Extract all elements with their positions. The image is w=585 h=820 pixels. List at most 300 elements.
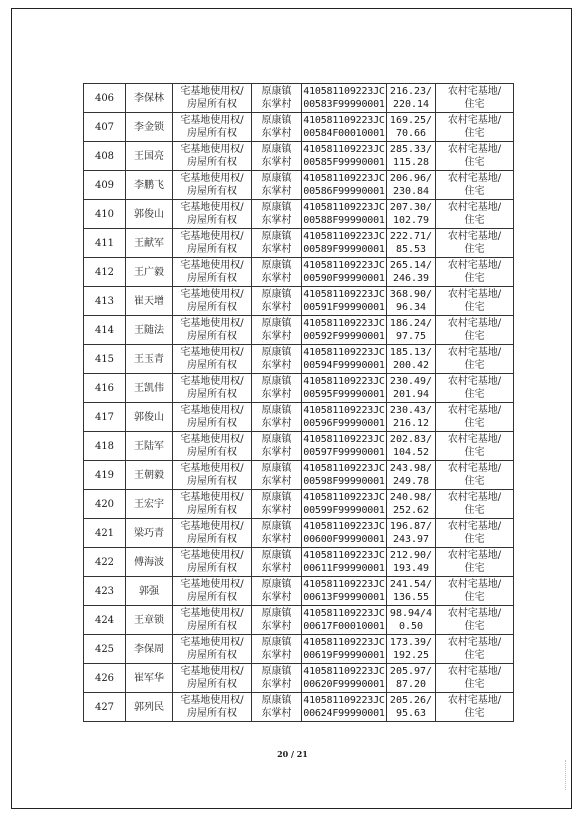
row-number-cell [84, 345, 126, 374]
land-use-text: 住宅 [464, 679, 485, 690]
location-text: 原康镇 [261, 376, 292, 387]
owner-name-text: 崔天增 [134, 295, 164, 307]
row-number-text: 408 [94, 150, 115, 162]
owner-name-cell [126, 374, 173, 403]
area-cell [387, 171, 436, 200]
row-number-text: 410 [94, 208, 115, 220]
area-cell [387, 316, 436, 345]
unit-code-text: 410581109223JC [303, 463, 385, 474]
location-text: 原康镇 [261, 260, 292, 271]
location-text: 东掌村 [261, 679, 292, 690]
area-cell [387, 635, 436, 664]
right-type-cell [173, 432, 252, 461]
unit-code-cell [302, 374, 387, 403]
unit-code-cell [302, 548, 387, 577]
location-text: 原康镇 [261, 579, 292, 590]
right-type-text: 宅基地使用权/ [180, 260, 244, 271]
area-cell [387, 606, 436, 635]
table-row [84, 519, 514, 548]
area-text: 212.90/ [389, 550, 433, 561]
owner-name-cell [126, 432, 173, 461]
owner-name-cell [126, 345, 173, 374]
area-cell [387, 345, 436, 374]
owner-name-text: 王随法 [134, 324, 164, 336]
right-type-text: 宅基地使用权/ [180, 376, 244, 387]
row-number-cell [84, 606, 126, 635]
land-use-text: 农村宅基地/ [447, 637, 502, 648]
row-number-text: 406 [94, 92, 115, 104]
row-number-text: 426 [94, 672, 115, 684]
table-row [84, 258, 514, 287]
location-text: 原康镇 [261, 463, 292, 474]
land-use-cell [436, 142, 514, 171]
location-cell [252, 374, 302, 403]
page-number: 20 / 21 [277, 749, 308, 759]
right-type-text: 宅基地使用权/ [180, 608, 244, 619]
land-use-text: 农村宅基地/ [447, 115, 502, 126]
table-row [84, 461, 514, 490]
owner-name-text: 王宏宇 [134, 498, 164, 510]
unit-code-cell [302, 490, 387, 519]
area-text: 115.28 [392, 157, 430, 168]
row-number-text: 416 [94, 382, 115, 394]
table-row [84, 606, 514, 635]
right-type-cell [173, 519, 252, 548]
area-cell [387, 258, 436, 287]
right-type-cell [173, 374, 252, 403]
area-text: 230.84 [392, 186, 430, 197]
unit-code-text: 410581109223JC [303, 289, 385, 300]
location-text: 原康镇 [261, 608, 292, 619]
land-use-text: 住宅 [464, 505, 485, 516]
location-cell [252, 113, 302, 142]
area-text: 206.96/ [389, 173, 433, 184]
location-text: 东掌村 [261, 505, 292, 516]
row-number-cell [84, 490, 126, 519]
land-use-text: 农村宅基地/ [447, 347, 502, 358]
right-type-cell [173, 577, 252, 606]
land-use-text: 住宅 [464, 215, 485, 226]
owner-name-text: 王广毅 [134, 266, 164, 278]
area-text: 368.90/ [389, 289, 433, 300]
unit-code-cell [302, 142, 387, 171]
land-use-text: 农村宅基地/ [447, 231, 502, 242]
location-text: 原康镇 [261, 492, 292, 503]
location-text: 原康镇 [261, 318, 292, 329]
area-text: 104.52 [392, 447, 430, 458]
owner-name-text: 郭俊山 [134, 411, 164, 423]
location-cell [252, 258, 302, 287]
land-use-cell [436, 577, 514, 606]
area-text: 201.94 [392, 389, 430, 400]
owner-name-cell [126, 229, 173, 258]
row-number-cell [84, 113, 126, 142]
area-text: 249.78 [392, 476, 430, 487]
owner-name-cell [126, 519, 173, 548]
row-number-text: 415 [94, 353, 115, 365]
owner-name-text: 崔军华 [134, 672, 164, 684]
location-text: 东掌村 [261, 244, 292, 255]
owner-name-text: 郭俊山 [134, 208, 164, 220]
land-use-text: 农村宅基地/ [447, 434, 502, 445]
owner-name-text: 李鹏飞 [134, 179, 164, 191]
unit-code-text: 410581109223JC [303, 405, 385, 416]
right-type-text: 宅基地使用权/ [180, 550, 244, 561]
land-use-text: 住宅 [464, 302, 485, 313]
row-number-cell [84, 316, 126, 345]
row-number-text: 424 [94, 614, 115, 626]
land-use-text: 住宅 [464, 418, 485, 429]
row-number-cell [84, 635, 126, 664]
land-use-cell [436, 519, 514, 548]
table-row [84, 635, 514, 664]
land-use-text: 农村宅基地/ [447, 202, 502, 213]
land-use-text: 农村宅基地/ [447, 260, 502, 271]
right-type-text: 宅基地使用权/ [180, 144, 244, 155]
owner-name-cell [126, 461, 173, 490]
unit-code-text: 410581109223JC [303, 115, 385, 126]
land-use-cell [436, 84, 514, 113]
location-text: 原康镇 [261, 289, 292, 300]
area-cell [387, 693, 436, 722]
owner-name-text: 李金锁 [134, 121, 164, 133]
row-number-text: 414 [94, 324, 115, 336]
area-cell [387, 432, 436, 461]
row-number-text: 409 [94, 179, 115, 191]
row-number-cell [84, 142, 126, 171]
right-type-cell [173, 229, 252, 258]
unit-code-text: 410581109223JC [303, 347, 385, 358]
table-row [84, 345, 514, 374]
right-type-text: 房屋所有权 [187, 273, 237, 284]
unit-code-cell [302, 84, 387, 113]
area-text: 205.97/ [389, 666, 433, 677]
right-type-cell [173, 606, 252, 635]
land-use-text: 农村宅基地/ [447, 144, 502, 155]
location-text: 东掌村 [261, 476, 292, 487]
table-row [84, 200, 514, 229]
location-cell [252, 171, 302, 200]
unit-code-text: 00586F99990001 [303, 186, 385, 197]
area-cell [387, 200, 436, 229]
location-cell [252, 316, 302, 345]
row-number-cell [84, 577, 126, 606]
unit-code-text: 410581109223JC [303, 260, 385, 271]
unit-code-cell [302, 461, 387, 490]
location-text: 东掌村 [261, 99, 292, 110]
area-text: 173.39/ [389, 637, 433, 648]
right-type-cell [173, 258, 252, 287]
row-number-text: 419 [94, 469, 115, 481]
right-type-text: 宅基地使用权/ [180, 434, 244, 445]
unit-code-cell [302, 258, 387, 287]
row-number-cell [84, 461, 126, 490]
right-type-text: 宅基地使用权/ [180, 231, 244, 242]
land-use-cell [436, 200, 514, 229]
location-cell [252, 461, 302, 490]
land-use-text: 农村宅基地/ [447, 695, 502, 706]
unit-code-text: 00617F00010001 [303, 621, 385, 632]
area-text: 243.98/ [389, 463, 433, 474]
row-number-text: 413 [94, 295, 115, 307]
owner-name-text: 王陆军 [134, 440, 164, 452]
owner-name-cell [126, 258, 173, 287]
location-text: 东掌村 [261, 621, 292, 632]
table-row [84, 84, 514, 113]
location-text: 东掌村 [261, 650, 292, 661]
unit-code-cell [302, 316, 387, 345]
location-text: 原康镇 [261, 144, 292, 155]
right-type-text: 房屋所有权 [187, 389, 237, 400]
owner-name-text: 王章锁 [134, 614, 164, 626]
location-text: 原康镇 [261, 202, 292, 213]
row-number-text: 418 [94, 440, 115, 452]
area-text: 102.79 [392, 215, 430, 226]
area-text: 96.34 [395, 302, 427, 313]
right-type-text: 宅基地使用权/ [180, 173, 244, 184]
row-number-cell [84, 200, 126, 229]
right-type-text: 房屋所有权 [187, 650, 237, 661]
owner-name-text: 李保周 [134, 643, 164, 655]
unit-code-text: 00620F99990001 [303, 679, 385, 690]
right-type-text: 房屋所有权 [187, 505, 237, 516]
area-text: 186.24/ [389, 318, 433, 329]
land-use-text: 农村宅基地/ [447, 550, 502, 561]
right-type-text: 宅基地使用权/ [180, 637, 244, 648]
land-use-text: 住宅 [464, 360, 485, 371]
right-type-text: 房屋所有权 [187, 563, 237, 574]
land-use-text: 农村宅基地/ [447, 492, 502, 503]
area-text: 230.43/ [389, 405, 433, 416]
land-use-text: 住宅 [464, 244, 485, 255]
land-use-cell [436, 113, 514, 142]
location-text: 原康镇 [261, 173, 292, 184]
right-type-text: 宅基地使用权/ [180, 579, 244, 590]
right-type-text: 宅基地使用权/ [180, 115, 244, 126]
land-use-text: 农村宅基地/ [447, 289, 502, 300]
right-type-text: 房屋所有权 [187, 215, 237, 226]
right-type-cell [173, 403, 252, 432]
right-type-text: 房屋所有权 [187, 244, 237, 255]
right-type-cell [173, 693, 252, 722]
owner-name-text: 郭强 [139, 585, 159, 597]
right-type-text: 宅基地使用权/ [180, 202, 244, 213]
row-number-cell [84, 229, 126, 258]
right-type-cell [173, 171, 252, 200]
unit-code-text: 00619F99990001 [303, 650, 385, 661]
area-text: 252.62 [392, 505, 430, 516]
land-use-text: 住宅 [464, 650, 485, 661]
owner-name-text: 王朝毅 [134, 469, 164, 481]
unit-code-text: 410581109223JC [303, 550, 385, 561]
owner-name-cell [126, 142, 173, 171]
land-use-text: 住宅 [464, 273, 485, 284]
owner-name-cell [126, 287, 173, 316]
unit-code-text: 00595F99990001 [303, 389, 385, 400]
area-text: 241.54/ [389, 579, 433, 590]
table-row [84, 316, 514, 345]
unit-code-cell [302, 229, 387, 258]
land-use-text: 农村宅基地/ [447, 86, 502, 97]
owner-name-cell [126, 577, 173, 606]
right-type-text: 房屋所有权 [187, 128, 237, 139]
land-use-cell [436, 635, 514, 664]
owner-name-cell [126, 664, 173, 693]
area-text: 243.97 [392, 534, 430, 545]
row-number-cell [84, 664, 126, 693]
area-text: 246.39 [392, 273, 430, 284]
land-use-text: 住宅 [464, 476, 485, 487]
area-text: 70.66 [395, 128, 427, 139]
right-type-text: 房屋所有权 [187, 621, 237, 632]
area-text: 200.42 [392, 360, 430, 371]
right-type-cell [173, 113, 252, 142]
row-number-text: 421 [94, 527, 115, 539]
row-number-cell [84, 519, 126, 548]
location-text: 原康镇 [261, 405, 292, 416]
area-cell [387, 403, 436, 432]
right-type-cell [173, 287, 252, 316]
location-cell [252, 606, 302, 635]
area-cell [387, 142, 436, 171]
owner-name-cell [126, 548, 173, 577]
unit-code-text: 410581109223JC [303, 318, 385, 329]
table-row [84, 577, 514, 606]
area-text: 193.49 [392, 563, 430, 574]
location-text: 原康镇 [261, 637, 292, 648]
row-number-text: 427 [94, 701, 115, 713]
owner-name-cell [126, 171, 173, 200]
area-text: 85.53 [395, 244, 427, 255]
location-cell [252, 635, 302, 664]
right-type-text: 宅基地使用权/ [180, 86, 244, 97]
location-cell [252, 693, 302, 722]
location-text: 原康镇 [261, 434, 292, 445]
owner-name-cell [126, 403, 173, 432]
area-cell [387, 374, 436, 403]
location-cell [252, 548, 302, 577]
right-type-text: 房屋所有权 [187, 360, 237, 371]
land-use-text: 住宅 [464, 389, 485, 400]
unit-code-cell [302, 345, 387, 374]
location-text: 东掌村 [261, 128, 292, 139]
right-type-text: 房屋所有权 [187, 476, 237, 487]
right-type-text: 宅基地使用权/ [180, 289, 244, 300]
land-use-text: 住宅 [464, 447, 485, 458]
location-cell [252, 490, 302, 519]
unit-code-text: 00599F99990001 [303, 505, 385, 516]
right-type-text: 房屋所有权 [187, 302, 237, 313]
location-cell [252, 287, 302, 316]
area-cell [387, 229, 436, 258]
area-cell [387, 490, 436, 519]
location-text: 东掌村 [261, 563, 292, 574]
unit-code-text: 00592F99990001 [303, 331, 385, 342]
owner-name-cell [126, 606, 173, 635]
area-text: 265.14/ [389, 260, 433, 271]
unit-code-text: 410581109223JC [303, 144, 385, 155]
area-text: 0.50 [398, 621, 424, 632]
area-cell [387, 577, 436, 606]
scan-artifact [565, 760, 569, 790]
area-text: 220.14 [392, 99, 430, 110]
unit-code-text: 410581109223JC [303, 608, 385, 619]
unit-code-cell [302, 200, 387, 229]
location-text: 东掌村 [261, 418, 292, 429]
right-type-text: 宅基地使用权/ [180, 695, 244, 706]
unit-code-cell [302, 693, 387, 722]
right-type-cell [173, 200, 252, 229]
land-use-cell [436, 548, 514, 577]
land-use-text: 农村宅基地/ [447, 405, 502, 416]
right-type-cell [173, 84, 252, 113]
right-type-text: 房屋所有权 [187, 679, 237, 690]
land-use-cell [436, 490, 514, 519]
land-use-text: 农村宅基地/ [447, 521, 502, 532]
right-type-text: 房屋所有权 [187, 592, 237, 603]
unit-code-cell [302, 403, 387, 432]
land-use-cell [436, 171, 514, 200]
row-number-cell [84, 84, 126, 113]
area-text: 196.87/ [389, 521, 433, 532]
right-type-text: 宅基地使用权/ [180, 318, 244, 329]
area-text: 205.26/ [389, 695, 433, 706]
location-text: 原康镇 [261, 521, 292, 532]
location-cell [252, 200, 302, 229]
owner-name-cell [126, 490, 173, 519]
unit-code-text: 410581109223JC [303, 376, 385, 387]
right-type-text: 房屋所有权 [187, 708, 237, 719]
table-row [84, 229, 514, 258]
right-type-text: 房屋所有权 [187, 157, 237, 168]
location-cell [252, 142, 302, 171]
owner-name-cell [126, 200, 173, 229]
land-use-text: 住宅 [464, 621, 485, 632]
right-type-text: 房屋所有权 [187, 534, 237, 545]
location-text: 东掌村 [261, 215, 292, 226]
unit-code-text: 00588F99990001 [303, 215, 385, 226]
unit-code-cell [302, 635, 387, 664]
row-number-cell [84, 548, 126, 577]
table-row [84, 374, 514, 403]
unit-code-text: 410581109223JC [303, 231, 385, 242]
area-text: 136.55 [392, 592, 430, 603]
location-cell [252, 345, 302, 374]
row-number-text: 411 [94, 237, 115, 249]
right-type-cell [173, 142, 252, 171]
row-number-text: 425 [94, 643, 115, 655]
unit-code-text: 410581109223JC [303, 492, 385, 503]
owner-name-text: 王玉青 [134, 353, 164, 365]
right-type-text: 宅基地使用权/ [180, 666, 244, 677]
land-use-text: 农村宅基地/ [447, 666, 502, 677]
unit-code-text: 00611F99990001 [303, 563, 385, 574]
row-number-text: 412 [94, 266, 115, 278]
row-number-text: 407 [94, 121, 115, 133]
land-use-text: 住宅 [464, 128, 485, 139]
location-text: 东掌村 [261, 273, 292, 284]
land-use-text: 农村宅基地/ [447, 376, 502, 387]
unit-code-text: 00585F99990001 [303, 157, 385, 168]
table-row [84, 664, 514, 693]
right-type-text: 房屋所有权 [187, 447, 237, 458]
table-row [84, 490, 514, 519]
table-row [84, 171, 514, 200]
area-cell [387, 461, 436, 490]
unit-code-text: 00596F99990001 [303, 418, 385, 429]
row-number-cell [84, 403, 126, 432]
unit-code-text: 00591F99990001 [303, 302, 385, 313]
